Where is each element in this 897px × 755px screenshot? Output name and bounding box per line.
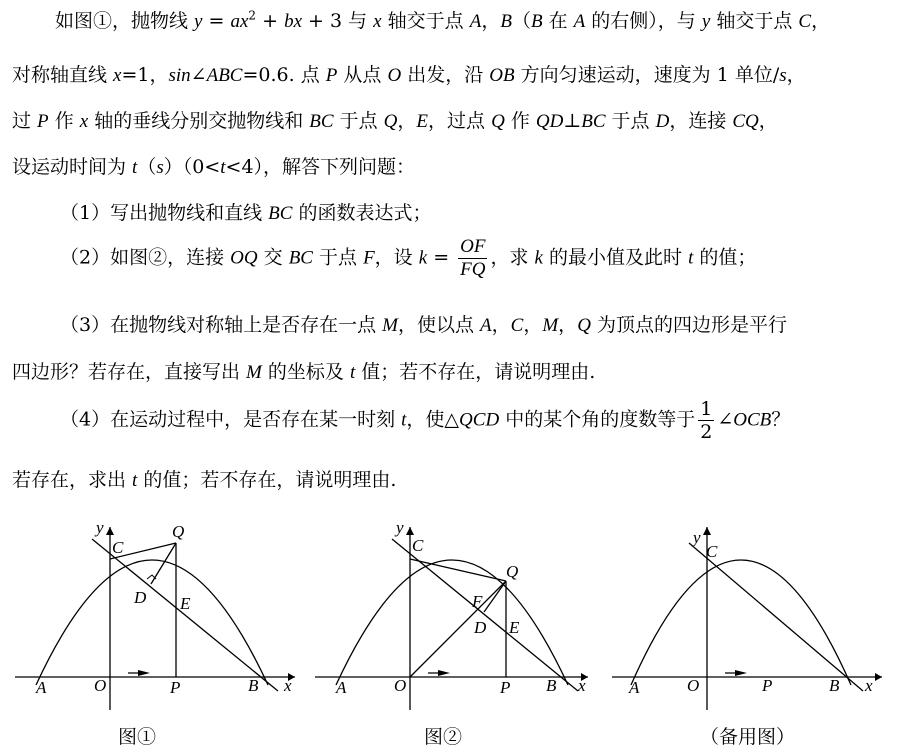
figure-2: [310, 515, 610, 715]
caption-fig3: （备用图）: [700, 726, 796, 748]
label-x: x: [865, 676, 873, 695]
label-b: B: [248, 676, 259, 695]
label-e: E: [509, 618, 520, 637]
y-axis-arrow: [703, 527, 711, 535]
y-axis-arrow: [406, 527, 414, 535]
label-o: O: [687, 676, 700, 695]
label-p: P: [500, 678, 511, 697]
fraction-k: $\frac{OF}{FQ}$: [460, 236, 486, 280]
line-bc: [689, 543, 863, 691]
label-a: A: [36, 678, 47, 697]
label-x: x: [284, 676, 292, 695]
question-1: （1）写出抛物线和直线 BC 的函数表达式；: [60, 202, 432, 224]
label-o: O: [394, 676, 407, 695]
label-d: D: [134, 588, 147, 607]
label-a: A: [629, 678, 640, 697]
label-c: C: [706, 542, 718, 561]
label-x: x: [578, 676, 586, 695]
caption-fig1: 图①: [118, 726, 157, 748]
label-b: B: [829, 676, 840, 695]
label-y: y: [693, 528, 701, 547]
label-c: C: [412, 536, 424, 555]
label-p: P: [762, 676, 773, 695]
question-2: （2）如图②，连接 OQ 交 BC 于点 F，设 k = $\frac{OF}{FQ}$ ，求 k 的最小值及此时 t 的值；: [60, 236, 757, 280]
label-d: D: [474, 618, 487, 637]
label-q: Q: [506, 562, 519, 581]
line-oq: [410, 581, 506, 677]
parabola: [336, 560, 568, 685]
y-axis-arrow: [106, 527, 114, 535]
label-y: y: [396, 518, 404, 537]
label-e: E: [180, 594, 191, 613]
label-b: B: [546, 676, 557, 695]
parabola: [36, 560, 268, 685]
question-3b: 四边形？若存在，直接写出 M 的坐标及 t 值；若不存在，请说明理由.: [12, 361, 596, 383]
question-4b: 若存在，求出 t 的值；若不存在，请说明理由.: [12, 469, 397, 491]
fraction-half: $\frac{1}{2}$: [700, 398, 713, 443]
label-p: P: [170, 678, 181, 697]
label-a: A: [336, 678, 347, 697]
problem-line-2: 对称轴直线 x=1，sin∠ABC=0.6. 点 P 从点 O 出发，沿 OB 方向匀速运动，速度为 1 单位/s，: [12, 64, 806, 86]
figure-1: [10, 515, 310, 715]
parabola: [631, 560, 851, 685]
label-y: y: [96, 518, 104, 537]
question-4a: （4）在运动过程中，是否存在某一时刻 t，使△QCD 中的某个角的度数等于 $\frac{1}{2}$ ∠OCB？: [60, 398, 791, 443]
figure-3: [607, 515, 897, 715]
line-qd: [484, 581, 506, 612]
line-bc: [92, 539, 278, 691]
problem-line-3: 过 P 作 x 轴的垂线分别交抛物线和 BC 于点 Q，E，过点 Q 作 QD⊥BC 于点 D，连接 CQ，: [12, 110, 778, 132]
x-axis-arrow: [875, 673, 882, 681]
label-f: F: [472, 592, 483, 611]
label-q: Q: [172, 522, 185, 541]
caption-fig2: 图②: [424, 726, 463, 748]
problem-line-4: 设运动时间为 t（s）（0<t<4），解答下列问题：: [12, 156, 416, 178]
question-3a: （3）在抛物线对称轴上是否存在一点 M，使以点 A，C，M，Q 为顶点的四边形是平行: [60, 314, 787, 336]
label-o: O: [94, 676, 107, 695]
problem-line-1: 如图①，抛物线 $y = ax^2$ + bx + 3 与 x 轴交于点 A，B（B 在 A 的右侧），与 y 轴交于点 C，: [55, 8, 831, 32]
label-c: C: [112, 538, 124, 557]
line-cq: [410, 559, 506, 581]
